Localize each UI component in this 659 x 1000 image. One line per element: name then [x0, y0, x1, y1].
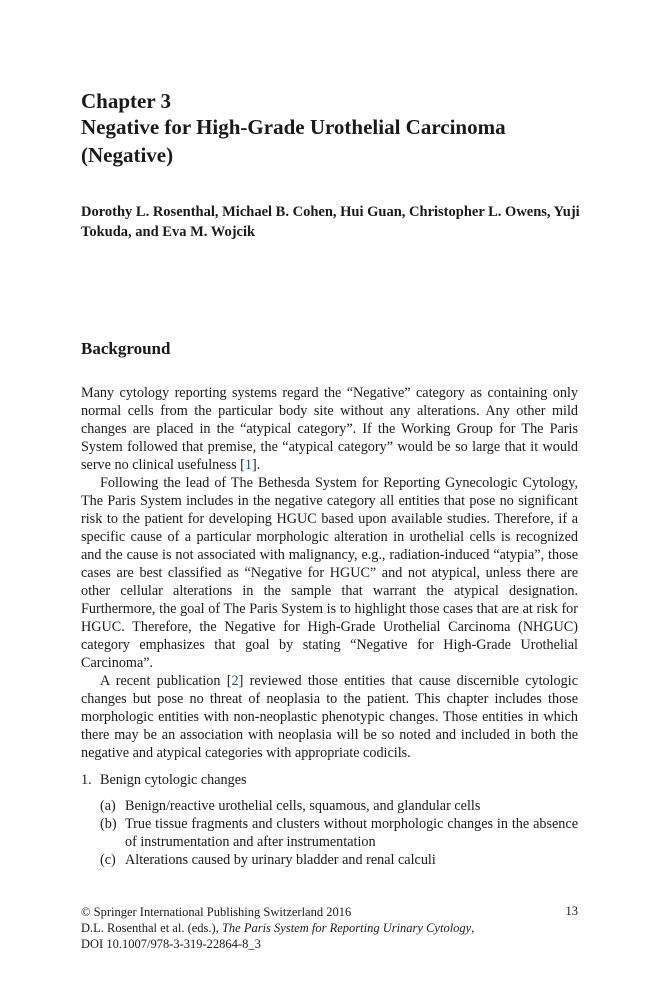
paragraph: [81, 384, 578, 474]
reference-link[interactable]: 2: [231, 673, 239, 689]
paragraph: Following the lead of The Bethesda System for Reporting Gynecologic Cytology, The Paris System includes in the negative category all entities that pose no significant risk to the patient for developing HGUC based upon available studies. Therefore, if a specific cause of a particular morphologic alteration in urothelial cells is recognized and the cause is not associated with malignancy, e.g., radiation-induced “atypia”, those cases are best classified as “Negative for HGUC” and not atypical, unless there are other cellular alterations in the sample that warrant the atypical designation. Furthermore, the goal of The Paris System is to highlight those cases that are at risk for HGUC. Therefore, the Negative for High-Grade Urothelial Carcinoma (NHGUC) category emphasizes that goal by stating “Negative for High-Grade Urothelial Carcinoma”.: [81, 475, 578, 671]
paragraph: [81, 672, 578, 762]
list-number: 1.: [81, 772, 92, 788]
authors: Dorothy L. Rosenthal, Michael B. Cohen, Hui Guan, Christopher L. Owens, Yuji Tokuda, and Eva M. Wojcik: [81, 204, 580, 240]
citation-book-title: The Paris System for Reporting Urinary Cytology: [221, 921, 472, 935]
sub-list-item: [100, 851, 578, 869]
sub-list-item: [100, 797, 578, 815]
paragraph-text: Many cytology reporting systems regard the “Negative” category as containing only normal cells from the particular body site without any alterations. Any other mild changes are placed in the “atypical category”. If the Working Group for The Paris System followed that premise, the “atypical category” would be so large that it would serve no clinical usefulness [: [81, 385, 578, 473]
section-heading: Background: [81, 339, 171, 358]
chapter-label: Chapter 3: [81, 89, 172, 113]
body-text: [81, 384, 578, 762]
sub-item-letter: (b): [100, 816, 117, 832]
sub-list-item: [100, 815, 578, 851]
list-item-text: Benign cytologic changes: [100, 772, 247, 788]
sub-item-letter: (a): [100, 798, 116, 814]
paragraph-text: A recent publication [: [100, 673, 232, 689]
copyright-line: © Springer International Publishing Switzerland 2016: [81, 905, 352, 919]
sub-list: [81, 797, 578, 869]
citation-punct: ,: [471, 921, 475, 935]
sub-item-letter: (c): [100, 852, 116, 868]
paragraph-text: ].: [251, 457, 261, 473]
chapter-title: Negative for High-Grade Urothelial Carcinoma (Negative): [81, 115, 506, 167]
sub-item-text: Alterations caused by urinary bladder and renal calculi: [125, 852, 436, 868]
numbered-list: [81, 771, 578, 869]
list-item: [81, 771, 578, 789]
sub-item-text: Benign/reactive urothelial cells, squamous, and glandular cells: [125, 798, 481, 814]
page-number: 13: [565, 904, 578, 918]
reference-link[interactable]: 1: [244, 457, 252, 473]
doi-line: DOI 10.1007/978-3-319-22864-8_3: [81, 937, 261, 951]
sub-item-text: True tissue fragments and clusters without morphologic changes in the absence of instrumentation and after instrumentation: [125, 816, 578, 850]
paragraph-text: ] reviewed those entities that cause discernible cytologic changes but pose no threat of neoplasia to the patient. This chapter includes those morphologic entities with non-neoplastic phenotypic changes. Those entities in which there may be an association with neoplasia will be so noted and included in both the negative and atypical categories with appropriate codicils.: [81, 673, 578, 761]
citation-line: [81, 920, 578, 936]
footer: [81, 904, 578, 952]
citation-editors: D.L. Rosenthal et al. (eds.),: [81, 921, 222, 935]
